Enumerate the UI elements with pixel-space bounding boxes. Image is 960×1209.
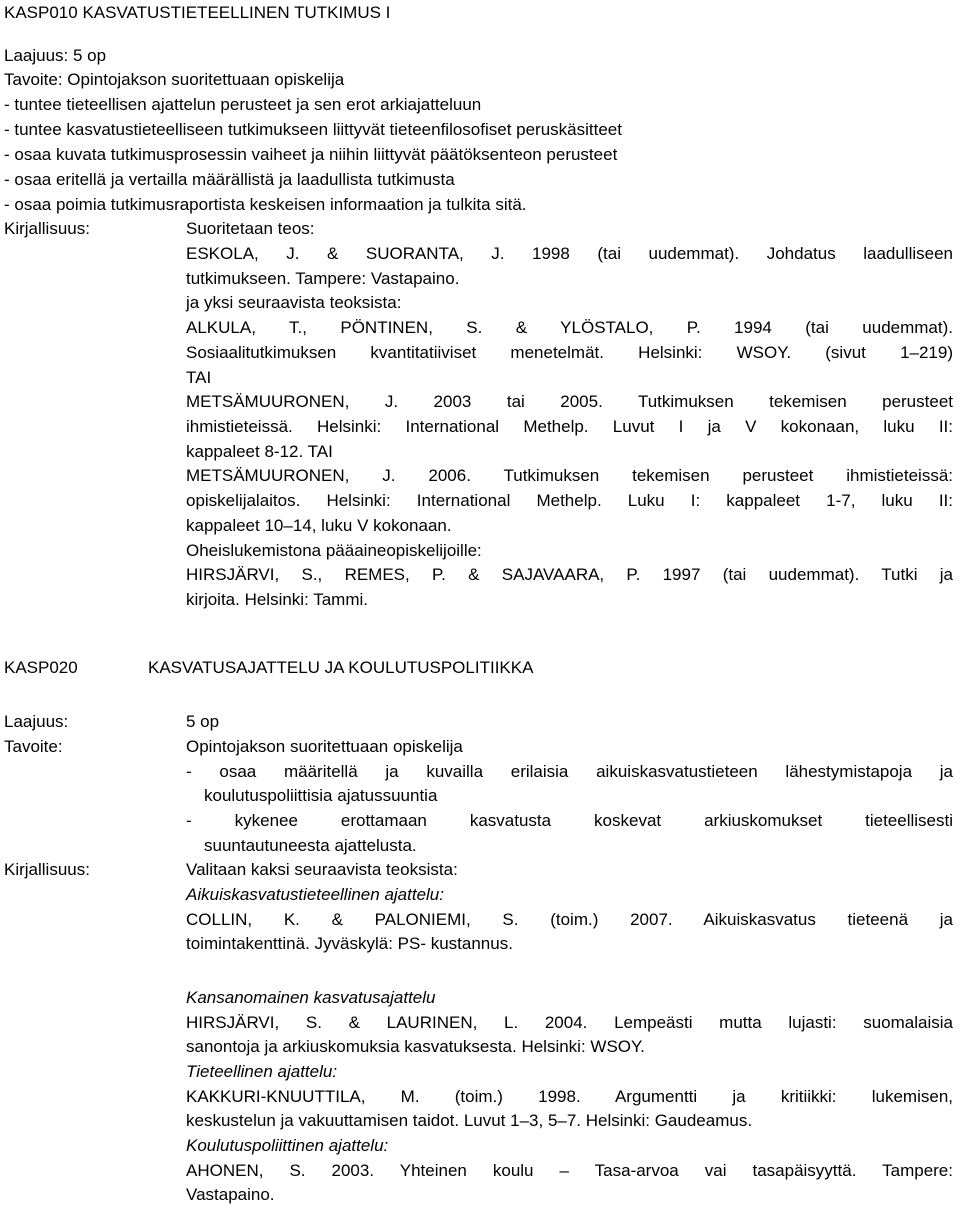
goal-item: - osaa poimia tutkimusraportista keskeisen informaation ja tulkita sitä.	[4, 195, 527, 214]
literature-line: COLLIN, K. & PALONIEMI, S. (toim.) 2007. Aikuiskasvatus tieteenä ja	[186, 910, 953, 929]
literature-line: Vastapaino.	[186, 1185, 275, 1204]
course-code: KASP020	[4, 658, 78, 677]
kirjallisuus-label: Kirjallisuus:	[4, 860, 90, 879]
literature-line: kirjoita. Helsinki: Tammi.	[186, 590, 369, 609]
laajuus-line: Laajuus: 5 op	[4, 46, 107, 65]
literature-line: keskustelun ja vakuuttamisen taidot. Luvut 1–3, 5–7. Helsinki: Gaudeamus.	[186, 1111, 753, 1130]
section-heading: Aikuiskasvatustieteellinen ajattelu:	[186, 885, 444, 904]
literature-line: tutkimukseen. Tampere: Vastapaino.	[186, 269, 460, 288]
section-heading: Koulutuspoliittinen ajattelu:	[186, 1136, 389, 1155]
literature-line: METSÄMUURONEN, J. 2006. Tutkimuksen tekemisen perusteet ihmistieteissä:	[186, 466, 953, 485]
literature-line: sanontoja ja arkiuskomuksia kasvatuksesta. Helsinki: WSOY.	[186, 1037, 645, 1056]
tavoite-label: Tavoite:	[4, 737, 63, 756]
literature-line: ja yksi seuraavista teoksista:	[186, 293, 402, 312]
goal-item: - tuntee tieteellisen ajattelun perusteet ja sen erot arkiajatteluun	[4, 95, 482, 114]
tavoite-line: Tavoite: Opintojakson suoritettuaan opiskelija	[4, 70, 345, 89]
literature-line: AHONEN, S. 2003. Yhteinen koulu – Tasa-arvoa vai tasapäisyyttä. Tampere:	[186, 1161, 953, 1180]
literature-line: KAKKURI-KNUUTTILA, M. (toim.) 1998. Argumentti ja kritiikki: lukemisen,	[186, 1087, 953, 1106]
course-title: KASVATUSAJATTELU JA KOULUTUSPOLITIIKKA	[148, 658, 534, 677]
literature-line: TAI	[186, 368, 212, 387]
goal-item: - osaa kuvata tutkimusprosessin vaiheet ja niihin liittyvät päätöksenteon perusteet	[4, 145, 618, 164]
literature-line: ESKOLA, J. & SUORANTA, J. 1998 (tai uudemmat). Johdatus laadulliseen	[186, 244, 953, 263]
literature-line: toimintakenttinä. Jyväskylä: PS- kustannus.	[186, 934, 513, 953]
literature-line: kappaleet 10–14, luku V kokonaan.	[186, 516, 452, 535]
goal-item: - tuntee kasvatustieteelliseen tutkimukseen liittyvät tieteenfilosofiset peruskäsitteet	[4, 120, 622, 139]
literature-line: Oheislukemistona pääaineopiskelijoille:	[186, 541, 482, 560]
laajuus-label: Laajuus:	[4, 712, 69, 731]
goal-item: - osaa määritellä ja kuvailla erilaisia aikuiskasvatustieteen lähestymistapoja ja	[186, 762, 953, 781]
goal-item: suuntautuneesta ajattelusta.	[204, 836, 417, 855]
literature-intro: Valitaan kaksi seuraavista teoksista:	[186, 860, 458, 879]
laajuus-value: 5 op	[186, 712, 220, 731]
goal-item: - kykenee erottamaan kasvatusta koskevat arkiuskomukset tieteellisesti	[186, 811, 953, 830]
literature-line: kappaleet 8-12. TAI	[186, 442, 333, 461]
tavoite-value: Opintojakson suoritettuaan opiskelija	[186, 737, 463, 756]
literature-line: ALKULA, T., PÖNTINEN, S. & YLÖSTALO, P. 1994 (tai uudemmat).	[186, 318, 953, 337]
literature-line: ihmistieteissä. Helsinki: International Methelp. Luvut I ja V kokonaan, luku II:	[186, 417, 953, 436]
goal-item: koulutuspoliittisia ajatussuuntia	[204, 786, 438, 805]
literature-line: Sosiaalitutkimuksen kvantitatiiviset menetelmät. Helsinki: WSOY. (sivut 1–219)	[186, 343, 953, 362]
literature-line: METSÄMUURONEN, J. 2003 tai 2005. Tutkimuksen tekemisen perusteet	[186, 392, 953, 411]
course-title: KASP010 KASVATUSTIETEELLINEN TUTKIMUS I	[4, 3, 391, 22]
literature-line: opiskelijalaitos. Helsinki: International Methelp. Luku I: kappaleet 1-7, luku II:	[186, 491, 953, 510]
section-heading: Kansanomainen kasvatusajattelu	[186, 988, 436, 1007]
goal-item: - osaa eritellä ja vertailla määrällistä ja laadullista tutkimusta	[4, 170, 455, 189]
literature-line: HIRSJÄRVI, S., REMES, P. & SAJAVAARA, P. 1997 (tai uudemmat). Tutki ja	[186, 565, 953, 584]
section-heading: Tieteellinen ajattelu:	[186, 1062, 338, 1081]
kirjallisuus-label: Kirjallisuus:	[4, 219, 90, 238]
literature-line: Suoritetaan teos:	[186, 219, 315, 238]
literature-line: HIRSJÄRVI, S. & LAURINEN, L. 2004. Lempeästi mutta lujasti: suomalaisia	[186, 1013, 953, 1032]
